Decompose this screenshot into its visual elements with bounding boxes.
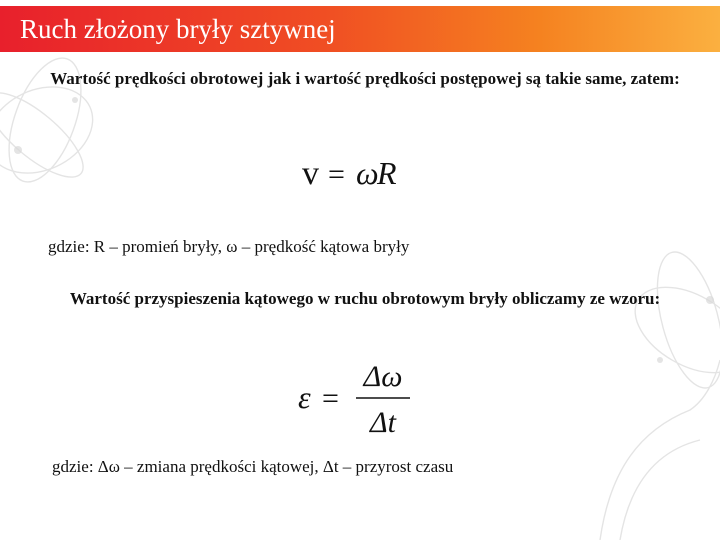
formula-velocity-lhs: v <box>302 155 319 192</box>
paragraph-2: Wartość przyspieszenia kątowego w ruchu obrotowym bryły obliczamy ze wzoru: <box>69 289 661 308</box>
formula-acceleration-numerator: Δω <box>363 360 403 393</box>
formula-angular-acceleration <box>290 354 420 440</box>
formula-acceleration-lhs: ε <box>298 379 311 415</box>
slide-title: Ruch złożony bryły sztywnej <box>20 14 336 44</box>
formula-acceleration-equals: = <box>322 382 339 415</box>
formula-velocity <box>290 148 420 194</box>
formula-velocity-omega: ω <box>356 155 379 191</box>
formula-velocity-equals: = <box>328 158 345 191</box>
formula-velocity-r: R <box>377 155 397 191</box>
definition-2: gdzie: Δω – zmiana prędkości kątowej, Δt – przyrost czasu <box>52 457 454 476</box>
definition-1: gdzie: R – promień bryły, ω – prędkość kątowa bryły <box>48 237 410 256</box>
formula-acceleration-denominator: Δt <box>370 406 396 439</box>
paragraph-1: Wartość prędkości obrotowej jak i wartość prędkości postępowej są takie same, zatem: <box>50 69 680 88</box>
